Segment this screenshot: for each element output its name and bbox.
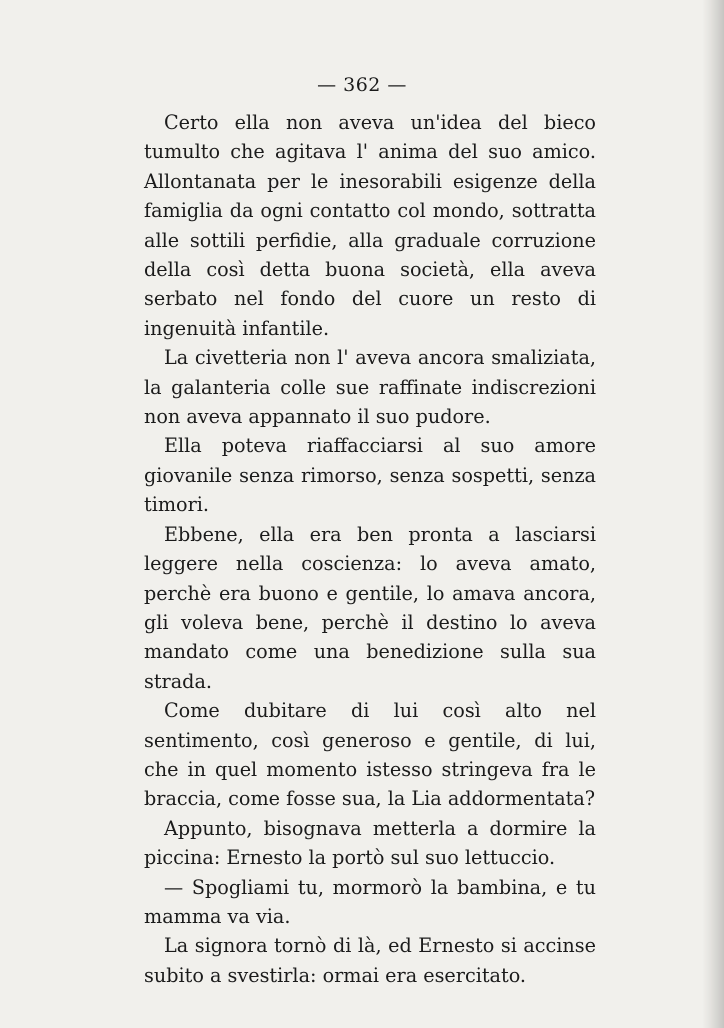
paragraph: Appunto, bisognava metterla a dormire la piccina: Ernesto la portò sul suo lettuccio. [144,816,596,870]
paragraph: La civetteria non l' aveva ancora smaliziata, la galanteria colle sue raffinate indiscrezioni non aveva appannato il suo pudore. [144,346,596,429]
page-number: — 362 — [317,74,407,96]
paragraph: Certo ella non aveva un'idea del bieco tumulto che agitava l' anima del suo amico. Allontanata per le inesorabili esigenze della famiglia da ogni contatto col mondo, sottratta alle sottili perfidie, alla graduale corruzione della così detta buona società, ella aveva serbato nel fondo del cuore un resto di ingenuità infantile. [144,111,596,340]
paragraph: La signora tornò di là, ed Ernesto si accinse subito a svestirla: ormai era esercitato. [144,934,596,987]
paragraph: Come dubitare di lui così alto nel sentimento, così generoso e gentile, di lui, che in quel momento istesso stringeva fra le braccia, come fosse sua, la Lia addormentata? [144,699,596,811]
binding-shadow [702,0,724,1028]
paragraph: Ebbene, ella era ben pronta a lasciarsi leggere nella coscienza: lo aveva amato, perchè era buono e gentile, lo amava ancora, gli voleva bene, perchè il destino lo aveva mandato come una benedizione sulla sua strada. [144,522,596,693]
paragraph: — Spogliami tu, mormorò la bambina, e tu mamma va via. [144,875,596,928]
body-text [144,108,596,990]
paragraph: Ella poteva riaffacciarsi al suo amore giovanile senza rimorso, senza sospetti, senza timori. [144,434,596,517]
